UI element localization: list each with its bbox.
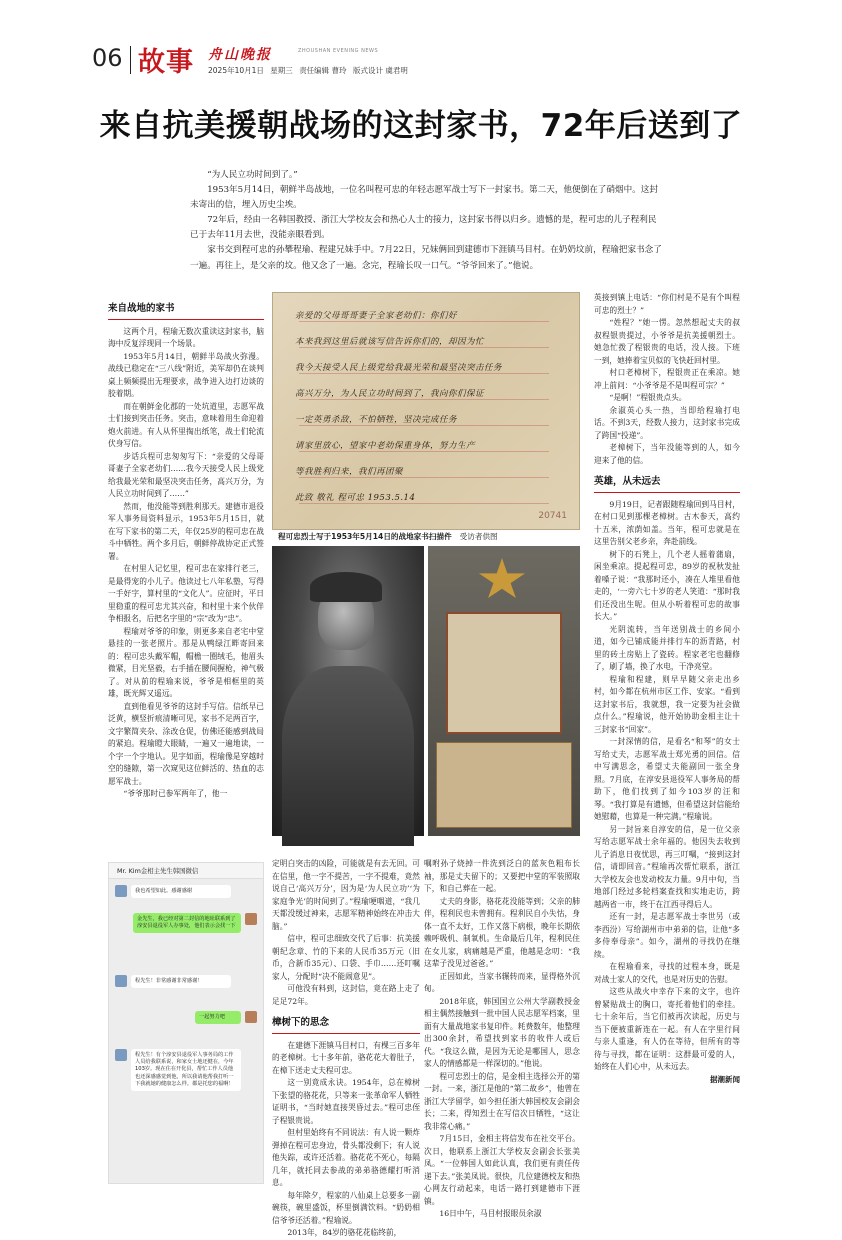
body-paragraph: 程可忠烈士的信，是金相主选择公开的第一封。一来，浙江是他的“第二故乡”，他曾在浙江大学留学，如今担任浙大韩国校友会副会长；二来，得知烈士在写信次日牺牲，“这让我非常心痛。”	[424, 1071, 580, 1131]
body-paragraph: “是啊！”程银贵点头。	[609, 393, 687, 402]
letter-ruled-line	[299, 425, 549, 426]
masthead-divider	[130, 46, 131, 74]
body-paragraph: 可他没有料到，这封信，竟在路上走了足足72年。	[272, 984, 420, 1006]
column-3	[424, 858, 580, 1218]
body-paragraph: 在村里人记忆里，程可忠在家排行老三，是最得宠的小儿子。他读过七八年私塾，写得一手好字，算村里的“文化人”。应征时，平日里稳重的程可忠尤其兴奋，和村里十来个伙伴争相报名，后把名字里的“宗”改为“忠”。	[108, 564, 264, 623]
body-paragraph: 16日中午，马目村报眼员余淑	[439, 1209, 542, 1218]
chat-message: 程先生！有个淳安县退役军人事务局的工作人员给我联系说，和家女士地还健在，今年103岁。现在住在开化县，帮忙工作人员他也还深感感觉到他，所以我请他帮我打听一下我就她的健康怎么样。都是托您的福啊！	[131, 1049, 241, 1091]
page-number: 06	[92, 44, 123, 72]
chat-avatar	[115, 1049, 127, 1061]
body-paragraph: 这一别竟成永诀。1954年，总在樟树下张望的骆花花，只等来一张革命军人牺牲证明书，“当时她直接哭昏过去。”程可忠侄子程银贵说。	[272, 1078, 420, 1125]
chat-avatar	[245, 913, 257, 925]
letter-ruled-line	[299, 373, 549, 374]
letter-page-mark: 20741	[538, 511, 567, 521]
chat-avatar	[245, 1011, 257, 1023]
letter-handwriting: 我今天接受人民上级党给我最光荣和最坚决突击任务	[295, 363, 503, 373]
issue-editor: 责任编辑 曹玲	[299, 66, 347, 75]
section-title: 故事	[138, 47, 194, 78]
chat-title: Mr. Kim金相主先生韩国微信	[109, 863, 263, 879]
body-paragraph: 老樟树下，当年没能等到的人，如今迎来了他的信。	[594, 443, 740, 465]
column-1	[108, 300, 264, 862]
issue-weekday: 星期三	[270, 66, 293, 75]
article-source: 据潮新闻	[710, 1074, 740, 1084]
lead-paragraph: 家书交到程可忠的孙攀程瑜、程建兄妹手中。7月22日，兄妹俩回到建德市下涯镇马目村。在奶奶坟前，程瑜把家书念了一遍。再往上，是父亲的坟。他又念了一遍。念完，程瑜长叹一口气。“爷爷回来了。”他说。	[190, 245, 662, 271]
masthead	[92, 40, 792, 86]
paper-logo: 舟山晚报	[208, 47, 272, 63]
lead-paragraph: 1953年5月14日，朝鲜半岛战地，一位名叫程可忠的年轻志愿军战士写下一封家书。第二天，他便倒在了硝烟中。这封未寄出的信，埋入历史尘埃。	[190, 185, 658, 211]
letter-scan-image	[272, 292, 580, 530]
chat-avatar	[115, 885, 127, 897]
letter-handwriting: 高兴万分，为人民立功时间到了，我向你们保证	[295, 389, 485, 399]
photo-caption	[272, 530, 580, 544]
body-paragraph: 但村里始终有不同说法：有人说一颗炸弹掉在程可忠身边，骨头都没剩下；有人说他失踪，或许还活着。骆花花不死心，每隔几年，就托同去参战的弟弟骆德耀打听消息。	[272, 1128, 420, 1187]
body-paragraph: 这两个月，程瑜无数次重读这封家书，脑海中反复浮现同一个场景。	[108, 326, 264, 348]
column-2	[272, 858, 420, 1237]
chat-avatar	[115, 975, 127, 987]
subheading-heroes: 英雄，从未远去	[594, 473, 740, 493]
body-paragraph: 村口老樟树下，程银贵正在乘凉。她冲上前问：“小爷爷是不是叫程可宗？”	[594, 368, 740, 390]
certificate-image	[446, 612, 562, 734]
chat-message: 我也希望如此。感谢感谢	[131, 885, 231, 898]
body-paragraph: 步话兵程可忠匆匆写下：“亲爱的父母哥哥妻子全家老幼们……我今天接受人民上级党给我最光荣和最坚决突击任务，高兴万分，为人民立功时间到了……”	[108, 451, 264, 498]
relics-photo	[428, 546, 580, 836]
column-4	[594, 292, 740, 1182]
issue-date: 2025年10月1日	[208, 66, 264, 75]
body-paragraph: 在建德下涯镇马目村口，有棵三百多年的老樟树。七十多年前，骆花花大着肚子，在樟下送走丈夫程可忠。	[272, 1040, 420, 1075]
letter-handwriting: 此致 敬礼 程可忠 1953.5.14	[295, 493, 416, 503]
body-paragraph: 程瑜和程建，则早早随父亲走出乡村，如今都在杭州市区工作、安家。“看到这封家书后，我就想，我一定要为社会做点什么。”程瑜说，他开始协助金相主让十三封家书“回家”。	[594, 674, 740, 734]
medal-icon	[478, 558, 526, 602]
lead-paragraph: “为人民立功时间到了。”	[207, 170, 298, 180]
body-paragraph: 正因如此，当家书辗转而来，显得格外沉甸。	[424, 971, 580, 993]
body-paragraph: 程瑜对爷爷的印象，则更多来自老宅中堂悬挂的一张老照片。那是从鸭绿江畔寄回来的：程可忠头戴军帽，帽檐一圈绒毛，他眉头微紧，目光坚毅，右手插在腰间握枪，神气极了。对从前的程瑜来说，爷爷是相框里的英雄，既光辉又遥远。	[108, 626, 264, 698]
portrait-figure-cap	[310, 572, 382, 602]
letter-handwriting: 一定英勇杀敌，不怕牺牲，坚决完成任务	[295, 415, 458, 425]
body-paragraph: 9月19日，记者跟随程瑜回到马目村，在村口见到那棵老樟树。古木参天，高约十五米，浓荫如盖。当年，程可忠就是在这里告别父老乡亲，奔赴前线。	[594, 499, 740, 546]
chat-message: 金先生，我已经对第二封信的地址联系到了淳安县退役军人办事处，他们表示会找一下	[133, 913, 241, 933]
headline: 来自抗美援朝战场的这封家书，72年后送到了	[99, 108, 743, 144]
body-paragraph: 光阴流转，当年送别战士的乡间小道，如今已铺成能并排行车的沥青路，村里的砖土房贴上了瓷砖。程家老宅也翻修了，刷了墙，换了水电，干净亮堂。	[594, 624, 740, 671]
body-paragraph: 然而，他没能等到胜利那天。建德市退役军人事务局资料显示，1953年5月15日，就在写下家书的第二天，年仅25岁的程可忠在战斗中牺牲。两个多月后，朝鲜停战协定正式签署。	[108, 501, 264, 561]
body-paragraph: 丈夫的身影，骆花花没能等到；父亲的肺伴，程利民也未曾拥有。程利民自小失怙，身体一直不太好，工作又落下病根，晚年长期依赖呼吸机、制氧机。生命最后几年，程利民住在女儿家，病痛越是严重，他越是念叨：“我这辈子没见过爸爸。”	[424, 896, 580, 968]
body-paragraph: “姓程？”她一愣。忽然想起丈夫的叔叔程银贵提过，小爷爷是抗美援朝烈士。她急忙拨了程银贵的电话，没人接。下班一到，她捧着宝贝似的飞快赶回村里。	[594, 318, 740, 365]
letter-ruled-line	[299, 477, 549, 478]
letter-handwriting: 请家里放心，望家中老幼保重身体，努力生产	[295, 441, 476, 451]
letter-handwriting: 等我胜利归来，我们再团聚	[295, 467, 404, 477]
body-paragraph: 余淑英心头一热，当即给程瑜打电话。不到3天，经数人接力，这封家书完成了跨国“投递”。	[594, 405, 740, 440]
subheading-camphor-tree: 樟树下的思念	[272, 1014, 420, 1034]
letter-ruled-line	[299, 503, 549, 504]
body-paragraph: 树下的石凳上，几个老人摇着蒲扇，闲坐乘凉。提起程可忠，89岁的祝秋发扯着嗓子说：“我那时还小，凑在人堆里看他走的，‘一旁六七十岁的老人笑道：“那时我们还没出生呢。但从小听着程可忠的故事长大。”	[594, 549, 740, 621]
body-paragraph: 英接到镇上电话：“你们村是不是有个叫程可忠的烈士？”	[594, 293, 740, 315]
photo-credit: 受访者供图	[459, 532, 498, 541]
body-paragraph: 另一封旨来自淳安的信，是一位父亲写给志愿军战士余年福的。他因失去收到儿子消息日夜忧思，再三叮嘱，“接到这封信，请即回音。”程瑜再次帮忙联系，浙江大学校友会也发动校友力量。9月中旬，当地部门经过多轮档案查找和实地走访，跨越两省一市，终于在江西寻得后人。	[594, 824, 740, 909]
chat-message: 程先生！非常感谢非常感谢！	[131, 975, 231, 988]
body-paragraph: 信中，程可忠细致交代了后事：抗美援朝纪念章、竹的下来的人民币35万元（旧币，合新币35元）、口袋、手巾……还叮嘱家人，分配时“决不能闹意见”。	[272, 934, 420, 981]
letter-ruled-line	[299, 451, 549, 452]
document-image	[436, 742, 572, 828]
soldier-portrait-photo	[272, 546, 424, 836]
body-paragraph: “爷爷那时已参军两年了，他一	[123, 789, 228, 798]
body-paragraph: 这些从战火中幸存下来的文字，也许曾紧贴战士的胸口，寄托着他们的牵挂。七十余年后，当它们被再次读起，历史与当下便被重新连在一起。有人在字里行间与亲人重逢，有人仍在等待，但所有的等待与寻找，都在证明：这群最可爱的人，始终在人们心中，从未远去。	[594, 987, 740, 1071]
body-paragraph: 每年除夕，程家的八仙桌上总要多一副碗筷，碗里盛饭，杯里倒满饮料。“奶奶相信爷爷还活着。”程瑜说。	[272, 1190, 420, 1225]
body-paragraph: 2013年，84岁的骆花花临终前，	[287, 1228, 402, 1237]
body-paragraph: 还有一封，是志愿军战士李世另（或李西汾）写给湖州市中弟弟的信，让他“多多侍奉母亲”。如今，湖州的寻找仍在继续。	[594, 912, 740, 959]
issue-designer: 版式设计 虞君明	[352, 66, 408, 75]
paper-logo-en: ZHOUSHAN EVENING NEWS	[298, 48, 379, 54]
issue-info	[208, 65, 412, 76]
photo-caption-text: 程可忠烈士写于1953年5月14日的战地家书扫描件	[278, 532, 452, 541]
portrait-figure-body	[282, 666, 414, 846]
letter-handwriting: 亲爱的父母哥哥妻子全家老幼们：你们好	[295, 311, 458, 321]
letter-handwriting: 本来我到这里后就该写信告诉你们的，却因为忙	[295, 337, 485, 347]
lead-paragraphs	[190, 168, 662, 274]
body-paragraph: 嘱咐孙子烧掉一件洗到泛白的蓝灰色粗布长袖，那是丈夫留下的；又要把中堂的军装照取下，和自己葬在一起。	[424, 859, 580, 893]
letter-ruled-line	[299, 321, 549, 322]
body-paragraph: 一封深情的信，是看名“和琴”的女士写给丈夫，志愿军战士郑光勇的回信。信中写满思念，希望丈夫能副回一张全身照。7月底，在淳安县退役军人事务局的帮助下，他们找到了如今103岁的汪和琴。“我打算是有遗憾，但希望这封信能给她慰藉，也算是一种完满。”程瑜说。	[594, 737, 740, 821]
body-paragraph: 2018年底，韩国国立公州大学副教授金相主偶然接触到一批中国人民志愿军档案，里面有大量战地家书复印件。耗费数年，他整理出300余封，希望找到家书的收件人或后代。“我这么做，是因为无论是哪国人，思念家人的情感都是一样深切的。”他说。	[424, 996, 580, 1068]
wechat-screenshot	[108, 862, 264, 1184]
lead-paragraph: 72年后，经由一名韩国教授、浙江大学校友会和热心人士的接力，这封家书得以归乡。遗憾的是，程可忠的儿子程利民已于去年11月去世，没能亲眼看到。	[190, 215, 657, 241]
body-paragraph: 1953年5月14日，朝鲜半岛战火弥漫。战线已稳定在“三八线”附近，美军却仍在谈判桌上频频提出无理要求，战争进入边打边谈的胶着期。	[108, 351, 264, 398]
body-paragraph: 直到他看见爷爷的这封手写信。信纸早已泛黄，横竖折痕清晰可见，家书不足两百字，文字繁简夹杂、涂改仓促，仿佛还能感到战局的紧迫。程瑜瞪大眼睛，一遍又一遍地读，一个字一个字地认。见字如面，程瑜像是穿越时空的缝隙，第一次窥见这位鲜活的、热血的志愿军战士。	[108, 701, 264, 786]
chat-message: 一起努力吧	[195, 1011, 241, 1024]
letter-ruled-line	[299, 399, 549, 400]
subheading-battlefield-letter: 来自战地的家书	[108, 300, 264, 320]
body-paragraph: 在程瑜看来，寻找的过程本身，既是对战士家人的交代，也是对历史的告慰。	[594, 962, 740, 984]
letter-ruled-line	[299, 347, 549, 348]
body-paragraph: 而在朝鲜金化郡的一处坑道里，志愿军战士们接到突击任务。突击，意味着用生命迎着炮火前进。有人从怀里掏出纸笔，战士们轮流伏身写信。	[108, 401, 264, 448]
body-paragraph: 7月15日，金相主将信发布在社交平台。次日，他联系上浙江大学校友会副会长张美凤。“一位韩国人如此认真，我们更有责任传递下去。”张美凤说。很快，几位建德校友和热心网友行动起来，电话一路打到建德市下涯镇。	[424, 1134, 580, 1206]
body-paragraph: 定明白突击的凶险，可能就是有去无回。可在信里，他一字不提苦，一字不提难，竟然说自己‘高兴万分’，因为是‘为人民立功’‘为家庭争光’的时间到了。”程瑜哽咽道，“我几天都没缓过神来，志愿军精神始终在冲击大脑。”	[272, 859, 420, 931]
